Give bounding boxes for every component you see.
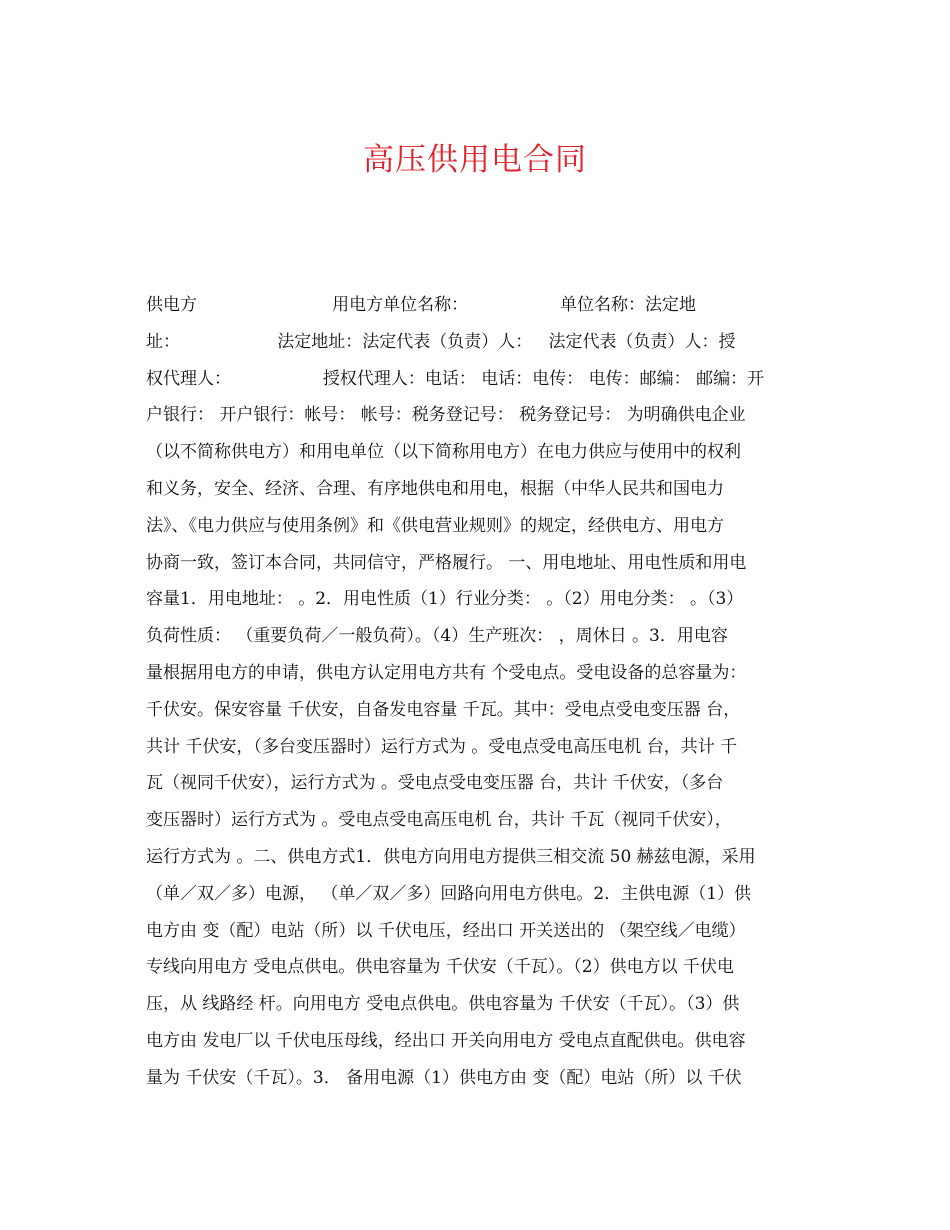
body-line: 法》、《电力供应与使用条例》和《供电营业规则》的规定，经供电方、用电方 bbox=[146, 515, 724, 536]
body-line: 址： 法定地址：法定代表（负责）人： 法定代表（负责）人：授 bbox=[146, 331, 736, 352]
document-title: 高压供用电合同 bbox=[363, 142, 587, 178]
body-line: 电方由 发电厂以 千伏电压母线，经出口 开关向用电方 受电点直配供电。供电容 bbox=[146, 1030, 746, 1051]
body-line: 专线向用电方 受电点供电。供电容量为 千伏安（千瓦）。（2）供电方以 千伏电 bbox=[146, 957, 735, 978]
body-line: （以不简称供电方）和用电单位（以下简称用电方）在电力供应与使用中的权利 bbox=[146, 442, 741, 463]
body-line: 户银行： 开户银行：帐号： 帐号：税务登记号： 税务登记号： 为明确供电企业 bbox=[146, 405, 746, 426]
body-line: 运行方式为 。二、供电方式1．供电方向用电方提供三相交流 50 赫兹电源，采用 bbox=[146, 846, 756, 867]
body-line: 千伏安。保安容量 千伏安，自备发电容量 千瓦。其中：受电点受电变压器 台， bbox=[146, 699, 741, 720]
body-line: 负荷性质： （重要负荷／一般负荷）。（4）生产班次： ，周休日 。3．用电容 bbox=[146, 626, 728, 647]
body-line: 电方由 变（配）电站（所）以 千伏电压，经出口 开关送出的 （架空线／电缆） bbox=[146, 920, 746, 941]
body-line: 变压器时）运行方式为 。受电点受电高压电机 台，共计 千瓦（视同千伏安）， bbox=[146, 810, 732, 831]
body-line: 协商一致，签订本合同，共同信守，严格履行。 一、用电地址、用电性质和用电 bbox=[146, 552, 747, 573]
body-line: 权代理人： 授权代理人：电话： 电话：电传： 电传：邮编： 邮编：开 bbox=[146, 368, 765, 389]
document-body bbox=[146, 287, 806, 1097]
body-line: 量为 千伏安（千瓦）。3． 备用电源（1）供电方由 变（配）电站（所）以 千伏 bbox=[146, 1067, 742, 1088]
body-line: 量根据用电方的申请，供电方认定用电方共有 个受电点。受电设备的总容量为： bbox=[146, 662, 747, 683]
body-line: 瓦（视同千伏安），运行方式为 。受电点受电变压器 台，共计 千伏安，（多台 bbox=[146, 773, 724, 794]
body-line: 共计 千伏安，（多台变压器时）运行方式为 。受电点受电高压电机 台，共计 千 bbox=[146, 736, 738, 757]
body-line: 容量1．用电地址： 。2．用电性质（1）行业分类： 。（2）用电分类： 。（3） bbox=[146, 589, 744, 610]
body-line: 压，从 线路经 杆。向用电方 受电点供电。供电容量为 千伏安（千瓦）。（3）供 bbox=[146, 994, 740, 1015]
body-line: 供电方 用电方单位名称： 单位名称：法定地 bbox=[146, 295, 696, 315]
body-line: （单／双／多）电源， （单／双／多）回路向用电方供电。2．主供电源（1）供 bbox=[146, 883, 752, 904]
body-line: 和义务，安全、经济、合理、有序地供电和用电，根据（中华人民共和国电力 bbox=[146, 478, 724, 499]
